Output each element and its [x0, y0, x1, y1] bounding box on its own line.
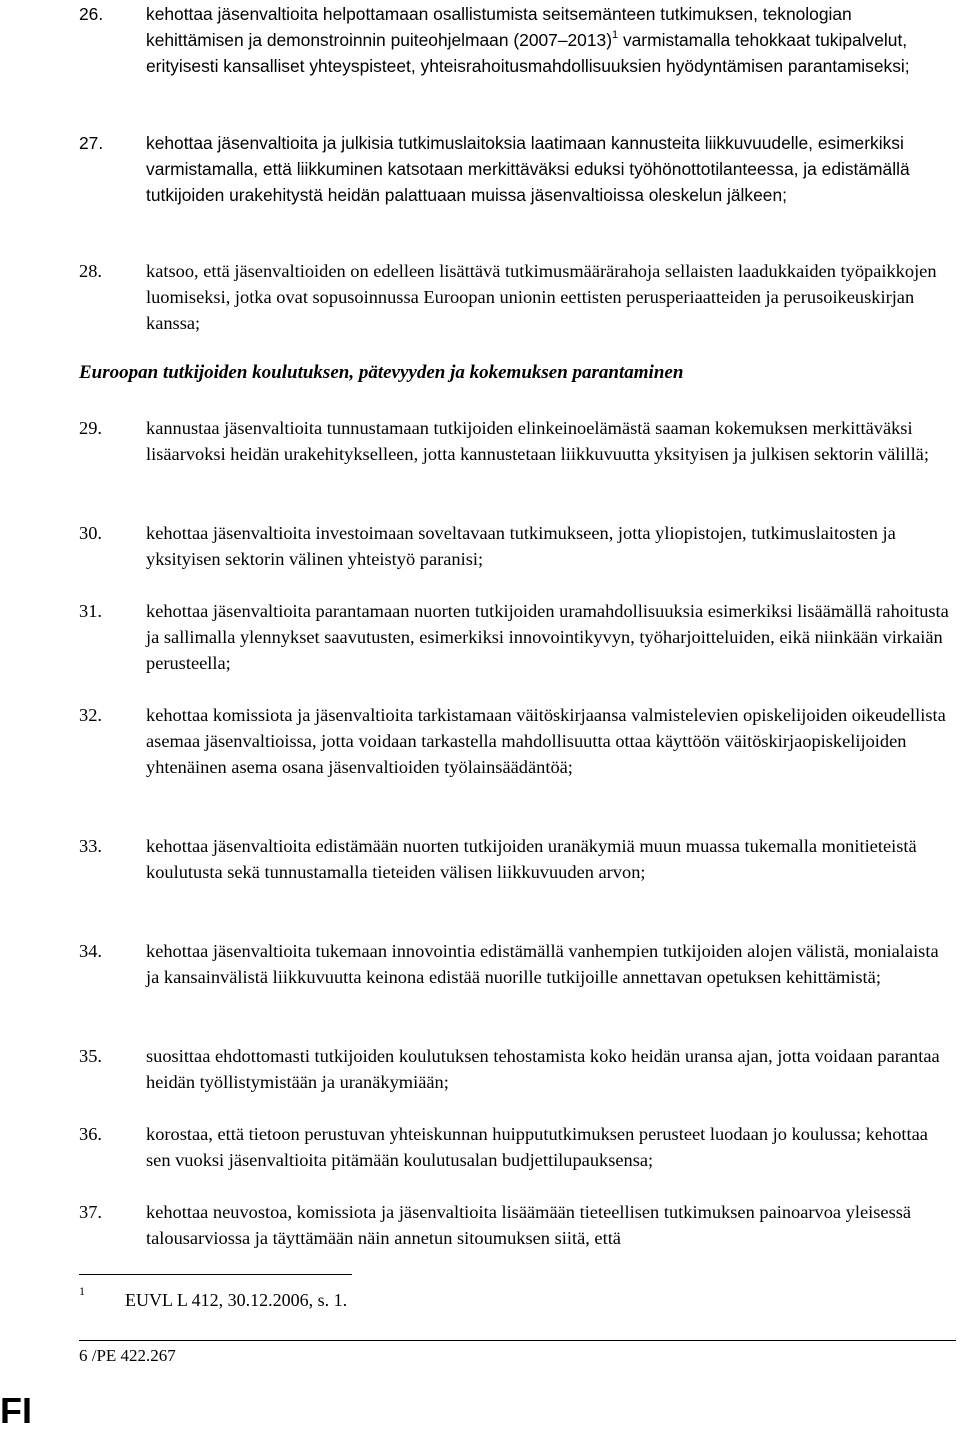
paragraph-number: 36. [79, 1124, 102, 1144]
paragraph-32 [79, 703, 949, 781]
footer-divider [79, 1340, 956, 1341]
paragraph-number: 26. [79, 4, 104, 24]
paragraph-text: kehottaa jäsenvaltioita parantamaan nuorten tutkijoiden uramahdollisuuksia esimerkiksi lisäämällä rahoitusta ja sallimalla ylennykset saavutusten, esimerkiksi innovointikyvyn, työharjoitteluiden, eikä niinkään virkaiän perusteella; [146, 601, 949, 673]
paragraph-34 [79, 939, 949, 991]
section-heading: Euroopan tutkijoiden koulutuksen, pätevyyden ja kokemuksen parantaminen [79, 362, 684, 383]
paragraph-number: 28. [79, 261, 102, 281]
paragraph-31 [79, 599, 949, 677]
paragraph-29 [79, 416, 949, 468]
paragraph-27 [79, 131, 949, 209]
paragraph-number: 32. [79, 705, 102, 725]
paragraph-text: kehottaa jäsenvaltioita helpottamaan osallistumista seitsemänteen tutkimuksen, teknologian kehittämisen ja demonstroinnin puiteohjelmaan (2007–2013)$^1$ varmistamalla tehokkaat tukipalvelut, erityisesti kansalliset yhteyspisteet, yhteisrahoitusmahdollisuuksien hyödyntämisen parantamiseksi; [146, 4, 910, 76]
paragraph-text: suosittaa ehdottomasti tutkijoiden koulutuksen tehostamista koko heidän uransa ajan, jotta voidaan parantaa heidän työllistymistään ja uranäkymiään; [146, 1046, 940, 1092]
paragraph-text: kannustaa jäsenvaltioita tunnustamaan tutkijoiden elinkeinoelämästä saaman kokemuksen merkittäväksi lisäarvoksi heidän urakehitykselleen, jotta kannustetaan liikkuvuutta yksityisen ja julkisen sektorin välillä; [146, 418, 929, 464]
paragraph-number: 33. [79, 836, 102, 856]
paragraph-text: kehottaa jäsenvaltioita ja julkisia tutkimuslaitoksia laatimaan kannusteita liikkuvuudelle, esimerkiksi varmistamalla, että liikkuminen katsotaan merkittäväksi eduksi työhönottotilanteessa, ja edistämällä tutkijoiden urakehitystä heidän palattuaan muissa jäsenvaltioissa oleskelun jälkeen; [146, 133, 910, 205]
footnote-text: EUVL L 412, 30.12.2006, s. 1. [125, 1290, 348, 1310]
paragraph-text: katsoo, että jäsenvaltioiden on edelleen lisättävä tutkimusmäärärahoja sellaisten laadukkaiden työpaikkojen luomiseksi, jotka ovat sopusoinnussa Euroopan unionin eettisten perusperiaatteiden ja perusoikeuskirjan kanssa; [146, 261, 937, 333]
paragraph-number: 29. [79, 418, 102, 438]
paragraph-33 [79, 834, 949, 886]
paragraph-number: 30. [79, 523, 102, 543]
paragraph-text: korostaa, että tietoon perustuvan yhteiskunnan huippututkimuksen perusteet luodaan jo koulussa; kehottaa sen vuoksi jäsenvaltioita pitämään koulutusalan budjettilupauksensa; [146, 1124, 928, 1170]
paragraph-number: 31. [79, 601, 102, 621]
language-code: FI [0, 1390, 32, 1431]
paragraph-number: 34. [79, 941, 102, 961]
paragraph-36 [79, 1122, 949, 1174]
paragraph-text: kehottaa jäsenvaltioita tukemaan innovointia edistämällä vanhempien tutkijoiden alojen välistä, monialaista ja kansainvälistä liikkuvuutta keinona edistää nuorille tutkijoille annettavan opetuksen kehittämistä; [146, 941, 939, 987]
paragraph-35 [79, 1044, 949, 1096]
paragraph-number: 27. [79, 133, 104, 153]
footnote [79, 1284, 348, 1311]
paragraph-number: 35. [79, 1046, 102, 1066]
paragraph-26 [79, 2, 949, 80]
footnote-reference: 1 [611, 28, 619, 41]
footnote-divider [79, 1274, 352, 1275]
page-footer-reference: 6 /PE 422.267 [79, 1346, 176, 1365]
paragraph-30 [79, 521, 949, 573]
paragraph-37 [79, 1200, 949, 1252]
paragraph-text: kehottaa jäsenvaltioita investoimaan soveltavaan tutkimukseen, jotta yliopistojen, tutkimuslaitosten ja yksityisen sektorin välinen yhteistyö paranisi; [146, 523, 896, 569]
paragraph-text: kehottaa komissiota ja jäsenvaltioita tarkistamaan väitöskirjaansa valmistelevien opiskelijoiden oikeudellista asemaa jäsenvaltioissa, jotta voidaan tarkastella mahdollisuutta ottaa käyttöön väitöskirjaopiskelijoiden yhtenäinen asema osana jäsenvaltioiden työlainsäädäntöä; [146, 705, 946, 777]
footnote-mark: 1 [79, 1284, 85, 1298]
paragraph-text: kehottaa neuvostoa, komissiota ja jäsenvaltioita lisäämään tieteellisen tutkimuksen painoarvoa yleisessä talousarviossa ja täyttämään näin annetun sitoumuksen siitä, että [146, 1202, 912, 1248]
paragraph-text: kehottaa jäsenvaltioita edistämään nuorten tutkijoiden uranäkymiä muun muassa tukemalla monitieteistä koulutusta sekä tunnustamalla tieteiden välisen liikkuvuuden arvon; [146, 836, 917, 882]
paragraph-number: 37. [79, 1202, 102, 1222]
paragraph-28 [79, 259, 949, 337]
